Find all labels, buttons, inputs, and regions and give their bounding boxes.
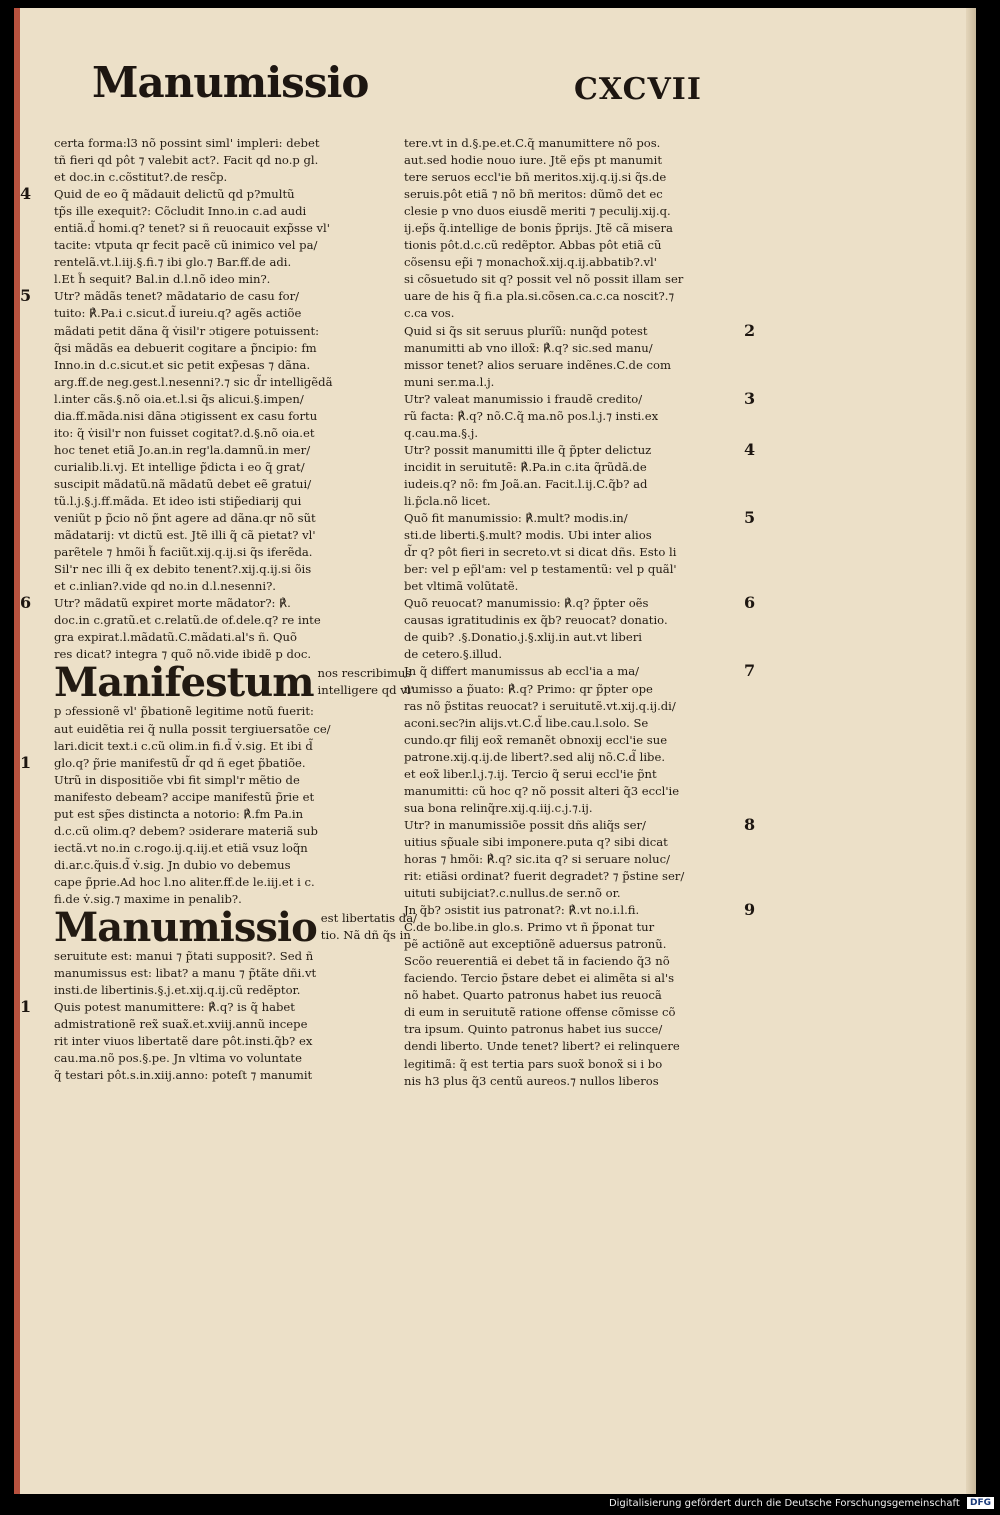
text-line: ber: vel p ep̃l'am: vel p testamentũ: vel p quãl' [404,562,677,577]
text-line: sti.de liberti.§.mult? modis. Ubi inter alios [404,528,652,543]
margin-number: 5 [20,286,32,305]
text-line: dia.ff.mãda.nisi dãna ɔtigissent ex casu fortu [54,408,318,423]
left-column [54,135,418,1084]
book-page [14,8,976,1494]
text-line: de quib? .§.Donatio.j.§.xlij.in aut.vt liberi [404,630,642,645]
text-line: d̃r q? pôt fieri in secreto.vt si dicat dñs. Esto li [404,545,677,560]
text-line: uitius sp̃uale sibi imponere.puta q? sibi dicat [404,834,668,849]
text-line: mãdatarij: vt dictũ est. Jtẽ illi q̃ cã pietat? vl' [54,528,316,543]
text-line: Inno.in d.c.sicut.et sic petit exp̃esas ⁊ dãna. [54,357,311,372]
text-line: parẽtele ⁊ hmõi h̃ faciũt.xij.q.ij.si q̃s iferẽda. [54,545,313,560]
text-line: iudeis.q? nõ: fm Joã.an. Facit.l.ij.C.q̃b? ad [404,476,648,491]
text-line: tuito: ℟.Pa.i c.sicut.d̃ iureiu.q? agẽs actiõe [54,306,302,321]
margin-number: 7 [744,661,756,680]
text-line: di.ar.c.q̃uis.d̃ v̇.sig. Jn dubio vo debemus [54,857,291,872]
text-line: rentelã.vt.l.iij.§.fi.⁊ ibi glo.⁊ Bar.ff.de adi. [54,255,292,270]
text-line: hoc tenet etiã Jo.an.in reg'la.damnũ.in mer/ [54,442,311,457]
text-line: put est sp̃es distincta a notorio: ℟.fm Pa.in [54,806,304,821]
text-line: Utr? mãdãs tenet? mãdatario de casu for/ [54,289,300,304]
text-line: clesie p vno duos eiusdẽ meriti ⁊ peculij.xij.q. [404,204,671,219]
text-line: glo.q? p̃rie manifestũ d̃r qd ñ eget p̃batiõe. [54,755,306,770]
text-line: incidit in seruitutẽ: ℟.Pa.in c.ita q̃rũdã.de [404,459,647,474]
margin-number: 4 [744,440,756,459]
text-line: q.cau.ma.§.j. [404,425,479,440]
section-heading [54,659,414,707]
text-line: lari.dicit text.i c.cũ olim.in fi.d̃ v̇.sig. Et ibi d̃ [54,738,313,753]
text-line: manumitti ab vno illox̃: ℟.q? sic.sed manu/ [404,340,653,355]
text-line: Quis potest manumittere: ℟.q? is q̃ habet [54,1000,295,1015]
text-line: q̃ testari pôt.s.in.xiij.anno: poteſt ⁊ manumit [54,1068,313,1083]
text-line: Utr? valeat manumissio i fraudẽ credito/ [404,391,643,406]
text-line: cape p̃prie.Ad hoc l.no aliter.ff.de le.iij.et i c. [54,874,315,889]
text-line: sua bona relinq̃re.xij.q.iij.c.j.⁊.ij. [404,800,593,815]
text-line: curialib.li.vj. Et intellige p̃dicta i eo q̃ grat/ [54,459,305,474]
text-line: tacite: vtputa qr fecit pacẽ cũ inimico vel pa/ [54,238,318,253]
text-line: Jn q̃ differt manumissus ab eccl'ia a ma/ [404,664,640,679]
text-line: legitimã: q̃ est tertia pars suox̃ bonox̃ si i bo [404,1056,663,1071]
right-column [404,135,734,1090]
margin-number: 2 [744,321,756,340]
text-line: res dicat? integra ⁊ quõ nõ.vide ibidẽ p doc. [54,647,312,662]
text-line: C.de bo.libe.in glo.s. Primo vt ñ p̃ponat tur [404,920,655,935]
dfg-logo: DFG [967,1497,994,1509]
text-line: entiã.d̃ homi.q? tenet? si ñ reuocauit exp̃sse vl' [54,221,330,236]
text-line: l.inter cãs.§.nõ oia.et.l.si q̃s alicui.§.impen/ [54,391,304,406]
margin-number: 4 [20,184,32,203]
text-line: c.ca vos. [404,306,455,321]
text-line: uare de his q̃ fi.a pla.si.cõsen.ca.c.ca noscit?.⁊ [404,289,675,304]
text-line: p ɔfessionẽ vl' p̃bationẽ legitime notũ fuerit: [54,704,314,719]
margin-number: 9 [744,900,756,919]
text-line: tere seruos eccl'ie bñ meritos.xij.q.ij.si q̃s.de [404,170,667,185]
text-line: et c.inlian?.vide qd no.in d.l.nesenni?. [54,579,276,594]
text-line: si cõsuetudo sit q? possit vel nõ possit illam ser [404,272,684,287]
heading-tail-line: nos rescribimus [317,666,412,681]
text-line: li.p̃cla.nõ licet. [404,493,491,508]
text-line: ras nõ p̃stitas reuocat? i seruitutẽ.vt.xij.q.ij.di/ [404,698,676,713]
text-line: et eox̃ liber.l.j.⁊.ij. Tercio q̃ serui eccl'ie p̃nt [404,766,657,781]
text-line: dendi liberto. Unde tenet? libert? ei relinquere [404,1039,680,1054]
text-line: seruis.pôt etiã ⁊ nõ bñ meritos: dũmõ det ec [404,187,663,202]
margin-number: 8 [744,815,756,834]
text-line: uituti subijciat?.c.nullus.de ser.nõ or. [404,886,621,901]
text-line: ito: q̃ v̇isil'r non fuisset cogitat?.d.§.nõ oia.et [54,425,315,440]
text-line: tionis pôt.d.c.cũ redẽptor. Abbas pôt etiã cũ [404,238,662,253]
text-line: patrone.xij.q.ij.de libert?.sed alij nõ.C.d̃ libe. [404,749,666,764]
text-line: Sil'r nec illi q̃ ex debito tenent?.xij.q.ij.si õis [54,562,312,577]
margin-number: 6 [744,593,756,612]
text-line: Quõ fit manumissio: ℟.mult? modis.in/ [404,511,628,526]
margin-number: 1 [20,997,32,1016]
text-line: d.c.cũ olim.q? debem? ɔsiderare materiã sub [54,823,318,838]
text-line: missor tenet? alios seruare indẽnes.C.de com [404,357,671,372]
text-line: aconi.sec?in alijs.vt.C.d̃ libe.cau.l.solo. Se [404,715,649,730]
text-line: seruitute est: manui ⁊ p̃tati supposit?. Sed ñ [54,949,314,964]
text-line: horas ⁊ hmõi: ℟.q? sic.ita q? si seruare noluc/ [404,851,670,866]
text-line: iectã.vt no.in c.rogo.ij.q.iij.et etiã vsuz loq̃n [54,840,308,855]
text-line: admistrationẽ rex̃ suax̃.et.xviij.annũ incepe [54,1017,308,1032]
text-line: Utr? in manumissiõe possit dñs aliq̃s ser/ [404,817,646,832]
margin-number: 3 [744,389,756,408]
text-line: manifesto debeam? accipe manifestũ p̃rie et [54,789,315,804]
text-line: fi.de v̇.sig.⁊ maxime in penalib?. [54,891,242,906]
text-line: nis h3 plus q̃3 centũ aureos.⁊ nullos liberos [404,1073,659,1088]
text-line: rit inter viuos libertatẽ dare pôt.insti.q̃b? ex [54,1034,313,1049]
text-line: tp̃s ille exequit?: Cõcludit Inno.in c.ad audi [54,204,307,219]
text-line: rũ facta: ℟.q? nõ.C.q̃ ma.nõ pos.l.j.⁊ insti.ex [404,408,659,423]
section-heading-word: Manumissio [54,904,317,952]
text-line: manumissus est: libat? a manu ⁊ p̃tãte dñi.vt [54,966,317,981]
text-line: mãdati petit dãna q̃ v̇isil'r ɔtigere potuissent: [54,323,320,338]
text-line: numisso a p̃uato: ℟.q? Primo: qr p̃pter ope [404,681,653,696]
margin-number: 5 [744,508,756,527]
folio-number: CXCVII [574,72,702,107]
text-line: de cetero.§.illud. [404,647,503,662]
text-line: tñ fieri qd pôt ⁊ valebit act?. Facit qd no.p gl. [54,153,319,168]
text-line: Scõo reuerentiã ei debet tã in faciendo q̃3 nõ [404,954,670,969]
text-line: pẽ actiõnẽ aut exceptiõnẽ aduersus patronũ. [404,937,667,952]
text-line: cõsensu ep̃i ⁊ monachox̃.xij.q.ij.abbatib?.vl' [404,255,657,270]
text-line: faciendo. Tercio p̃stare debet ei alimẽta si al's [404,971,675,986]
text-line: muni ser.ma.l.j. [404,374,495,389]
footer-text: Digitalisierung gefördert durch die Deutsche Forschungsgemeinschaft [608,1498,960,1509]
text-line: Utrũ in dispositiõe vbi fit simpl'r mẽtio de [54,772,300,787]
text-line: suscipit mãdatũ.nã mãdatũ debet eẽ gratui/ [54,476,312,491]
text-line: di eum in seruitutẽ ratione offense cõmisse cõ [404,1005,676,1020]
text-line: bet vltimã volũtatẽ. [404,579,519,594]
running-title: Manumissio [92,58,369,107]
text-line: q̃si mãdãs ea debuerit cogitare a p̃ncipio: fm [54,340,317,355]
text-line: veniũt p p̃cio nõ p̃nt agere ad dãna.qr nõ sũt [54,511,316,526]
text-line: Utr? possit manumitti ille q̃ p̃pter delictuz [404,442,652,457]
text-line: l.Et h̃ sequit? Bal.in d.l.nõ ideo min?. [54,272,271,287]
margin-number: 6 [20,593,32,612]
section-heading-word: Manifestum [54,659,314,707]
text-line: Quid si q̃s sit seruus plurĩũ: nunq̃d potest [404,323,648,338]
text-line: certa forma:l3 nõ possint siml' impleri: debet [54,136,320,150]
text-line: Utr? mãdatũ expiret morte mãdator?: ℟. [54,596,291,611]
text-line: doc.in c.gratũ.et c.relatũ.de of.dele.q? re inte [54,613,321,628]
text-line: Quõ reuocat? manumissio: ℟.q? p̃pter oẽs [404,596,649,611]
section-heading [54,904,418,952]
text-line: insti.de libertinis.§.j.et.xij.q.ij.cũ redẽptor. [54,983,301,998]
margin-number: 1 [20,753,32,772]
text-line: rit: etiãsi ordinat? fuerit degradet? ⁊ p̃stine ser/ [404,869,685,884]
text-line: ij.ep̃s q̃.intellige de bonis p̃prijs. Jtẽ cã misera [404,221,673,236]
text-line: tra ipsum. Quinto patronus habet ius succe/ [404,1022,663,1037]
text-line: Jn q̃b? ɔsistit ius patronat?: ℟.vt no.i.l.fi. [404,903,640,918]
text-line: aut euidẽtia rei q̃ nulla possit tergiuersatõe ce/ [54,721,331,736]
text-line: causas igratitudinis ex q̃b? reuocat? donatio. [404,613,668,628]
text-line: cundo.qr filij eox̃ remanẽt obnoxij eccl'ie sue [404,732,668,747]
text-line: arg.ff.de neg.gest.l.nesenni?.⁊ sic d̃r intelligẽdã [54,374,333,389]
text-line: aut.sed hodie nouo iure. Jtẽ ep̃s pt manumit [404,153,663,168]
text-line: cau.ma.nõ pos.§.pe. Jn vltima vo voluntate [54,1051,302,1066]
text-line: gra expirat.l.mãdatũ.C.mãdati.al's ñ. Quõ [54,630,297,645]
text-line: et doc.in c.cõstitut?.de resc̃p. [54,170,228,185]
heading-tail-line: est libertatis da/ [320,911,418,926]
text-line: Quid de eo q̃ mãdauit delictũ qd p?multũ [54,187,295,202]
heading-tail-line: tio. Nã dñ q̃s in [320,928,411,943]
heading-tail-line: intelligere qd vl' [317,683,414,698]
text-line: tere.vt in d.§.pe.et.C.q̃ manumittere nõ pos. [404,136,661,150]
text-line: nõ habet. Quarto patronus habet ius reuocã [404,988,662,1003]
text-line: manumitti: cũ hoc q? nõ possit alteri q̃3 eccl'ie [404,783,680,798]
funding-footer [0,1495,1000,1513]
text-line: tũ.l.j.§.j.ff.mãda. Et ideo isti stip̃ediarij qui [54,493,302,508]
